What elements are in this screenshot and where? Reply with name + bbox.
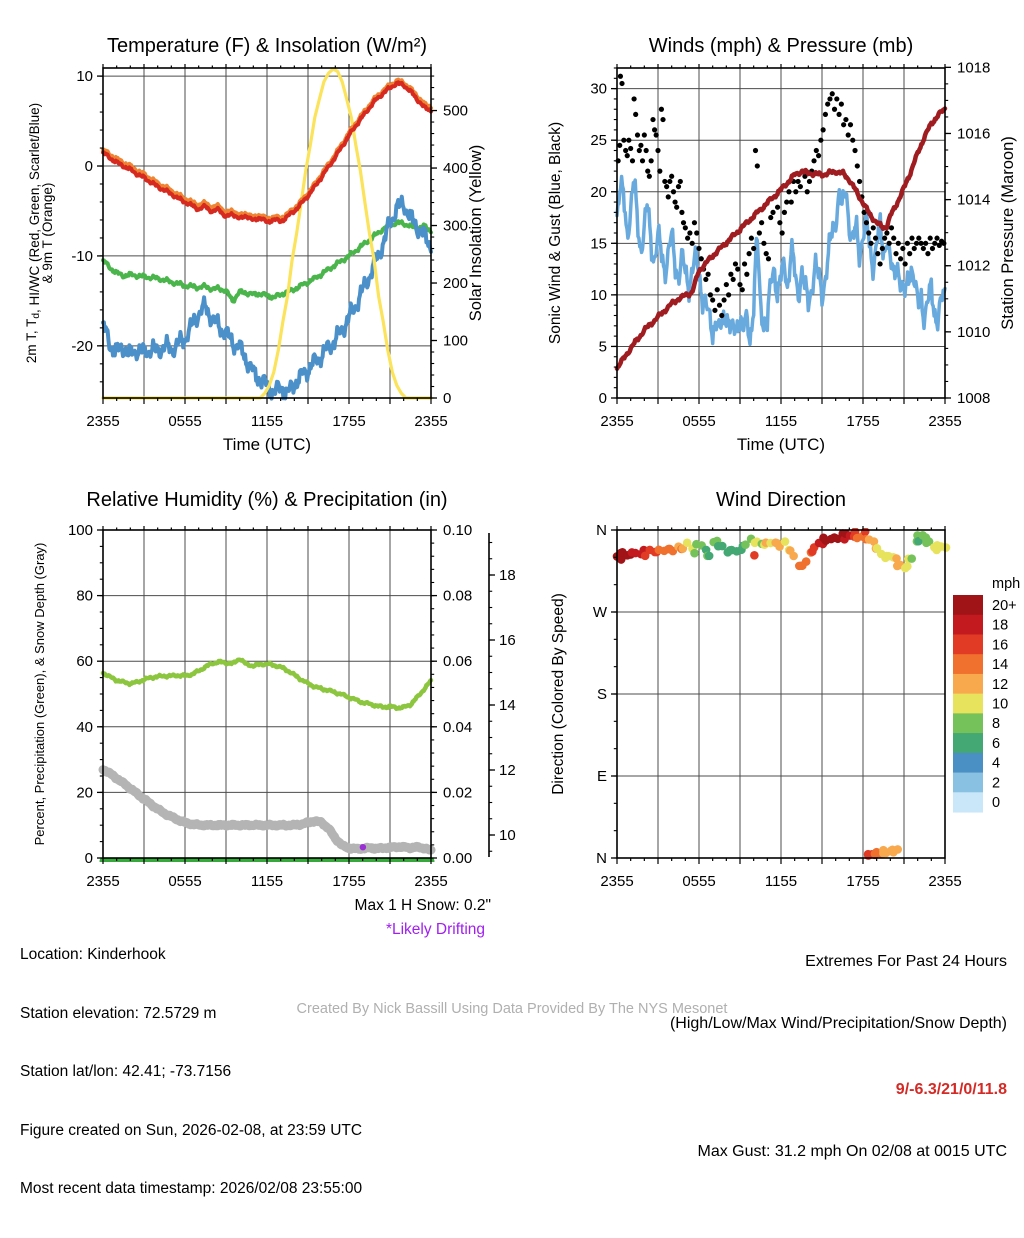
svg-text:100: 100 xyxy=(443,332,469,350)
svg-text:0.06: 0.06 xyxy=(443,653,473,671)
svg-text:N: N xyxy=(596,850,607,867)
svg-text:1155: 1155 xyxy=(250,413,284,430)
svg-text:1755: 1755 xyxy=(846,873,880,890)
svg-text:16: 16 xyxy=(499,632,516,649)
svg-text:2355: 2355 xyxy=(928,413,962,430)
wind-speed-colorbar xyxy=(953,576,1020,813)
svg-text:0555: 0555 xyxy=(682,873,716,890)
svg-text:18: 18 xyxy=(499,567,516,584)
svg-text:400: 400 xyxy=(443,160,469,178)
svg-text:1155: 1155 xyxy=(764,413,798,430)
svg-text:1755: 1755 xyxy=(332,413,366,430)
svg-text:1018: 1018 xyxy=(957,59,991,77)
svg-text:20: 20 xyxy=(590,183,607,201)
svg-text:0: 0 xyxy=(84,850,93,867)
created-line: Figure created on Sun, 2026-02-08, at 23:59 UTC xyxy=(20,1121,363,1139)
temperature-insolation-chart xyxy=(24,35,485,454)
svg-text:10: 10 xyxy=(992,696,1009,713)
svg-text:0: 0 xyxy=(443,390,452,407)
svg-text:-20: -20 xyxy=(71,337,93,355)
svg-text:Time (UTC): Time (UTC) xyxy=(222,435,312,454)
timestamp-line: Most recent data timestamp: 2026/02/08 23:55:00 xyxy=(20,1180,363,1197)
svg-text:5: 5 xyxy=(598,338,607,356)
svg-text:2: 2 xyxy=(992,775,1001,792)
svg-text:2355: 2355 xyxy=(600,873,634,890)
svg-text:0.10: 0.10 xyxy=(443,522,473,539)
svg-text:16: 16 xyxy=(992,637,1009,654)
svg-text:0: 0 xyxy=(84,158,93,176)
temperature-insolation-chart-title: Temperature (F) & Insolation (W/m²) xyxy=(106,35,428,57)
svg-text:Station Pressure (Maroon): Station Pressure (Maroon) xyxy=(999,136,1017,330)
svg-text:1155: 1155 xyxy=(250,873,284,890)
svg-text:0555: 0555 xyxy=(682,413,716,430)
svg-text:-10: -10 xyxy=(71,247,93,265)
svg-text:2355: 2355 xyxy=(86,873,120,890)
winds-pressure-chart-title: Winds (mph) & Pressure (mb) xyxy=(648,35,914,57)
svg-text:2m T, Td, HI/WC (Red, Green, S: 2m T, $T_d$, HI/WC (Red, Green, Scarlet/Blue) xyxy=(24,102,42,364)
svg-text:10: 10 xyxy=(590,286,607,304)
svg-text:4: 4 xyxy=(992,755,1001,772)
svg-text:10: 10 xyxy=(499,827,516,844)
svg-text:6: 6 xyxy=(992,735,1001,752)
series-snow-drift-marker xyxy=(360,844,366,850)
svg-text:1016: 1016 xyxy=(957,125,991,143)
svg-text:0: 0 xyxy=(992,795,1001,812)
extremes-values: 9/-6.3/21/0/11.8 xyxy=(895,1081,1007,1098)
svg-text:500: 500 xyxy=(443,102,469,120)
wind-direction-chart xyxy=(550,489,1020,890)
svg-text:200: 200 xyxy=(443,275,469,293)
svg-text:0555: 0555 xyxy=(168,873,202,890)
svg-text:0555: 0555 xyxy=(168,413,202,430)
credit-line: Created By Nick Bassill Using Data Provided By The NYS Mesonet xyxy=(296,1001,728,1017)
svg-text:2355: 2355 xyxy=(928,873,962,890)
svg-text:Percent, Precipitation (Green): Percent, Precipitation (Green), & Snow Depth (Gray) xyxy=(32,542,47,846)
svg-text:W: W xyxy=(592,604,607,621)
likely-drifting-note: *Likely Drifting xyxy=(385,921,485,938)
svg-text:80: 80 xyxy=(76,587,93,605)
humidity-precip-chart xyxy=(32,489,516,890)
humidity-precip-chart-title: Relative Humidity (%) & Precipitation (in) xyxy=(86,489,448,511)
svg-text:14: 14 xyxy=(992,657,1009,674)
svg-text:1155: 1155 xyxy=(764,873,798,890)
svg-text:15: 15 xyxy=(590,235,607,253)
svg-text:30: 30 xyxy=(590,80,607,98)
svg-text:1755: 1755 xyxy=(846,413,880,430)
svg-text:Time (UTC): Time (UTC) xyxy=(736,435,826,454)
svg-text:Sonic Wind & Gust (Blue, Black: Sonic Wind & Gust (Blue, Black) xyxy=(547,121,564,345)
svg-text:1012: 1012 xyxy=(957,257,991,275)
svg-text:14: 14 xyxy=(499,697,516,714)
station-info-block xyxy=(20,906,362,1238)
svg-text:20+: 20+ xyxy=(992,597,1017,614)
svg-text:0.00: 0.00 xyxy=(443,850,473,867)
svg-text:8: 8 xyxy=(992,716,1001,733)
svg-text:12: 12 xyxy=(992,676,1009,693)
svg-text:0.02: 0.02 xyxy=(443,784,473,802)
extremes-block xyxy=(400,911,1007,1203)
svg-text:10: 10 xyxy=(76,68,93,86)
svg-text:2355: 2355 xyxy=(414,873,448,890)
winds-pressure-chart xyxy=(547,35,1017,454)
svg-text:2355: 2355 xyxy=(86,413,120,430)
svg-text:300: 300 xyxy=(443,217,469,235)
svg-text:12: 12 xyxy=(499,762,516,779)
location-line: Location: Kinderhook xyxy=(20,946,166,963)
elevation-line: Station elevation: 72.5729 m xyxy=(20,1004,217,1022)
max-snow-note: Max 1 H Snow: 0.2" xyxy=(354,897,491,914)
svg-text:0.04: 0.04 xyxy=(443,718,473,736)
svg-text:2355: 2355 xyxy=(414,413,448,430)
svg-text:100: 100 xyxy=(67,522,93,539)
wind-direction-chart-title: Wind Direction xyxy=(715,489,847,511)
svg-text:Direction (Colored By Speed): Direction (Colored By Speed) xyxy=(550,593,567,795)
svg-text:& 9m T (Orange): & 9m T (Orange) xyxy=(40,182,55,284)
extremes-subtitle: (High/Low/Max Wind/Precipitation/Snow Depth) xyxy=(669,1014,1007,1032)
svg-text:2355: 2355 xyxy=(600,413,634,430)
svg-text:1010: 1010 xyxy=(957,323,991,341)
svg-text:40: 40 xyxy=(76,718,93,736)
svg-text:60: 60 xyxy=(76,653,93,671)
latlon-line: Station lat/lon: 42.41; -73.7156 xyxy=(20,1063,232,1080)
svg-text:25: 25 xyxy=(590,132,607,150)
svg-text:E: E xyxy=(596,768,607,785)
extremes-title: Extremes For Past 24 Hours xyxy=(805,953,1007,970)
svg-text:Solar Insolation (Yellow): Solar Insolation (Yellow) xyxy=(467,144,485,322)
svg-text:1014: 1014 xyxy=(957,191,991,209)
svg-text:1008: 1008 xyxy=(957,390,991,407)
colorbar-units-label: mph xyxy=(992,576,1021,592)
svg-text:N: N xyxy=(596,522,607,539)
svg-text:1755: 1755 xyxy=(332,873,366,890)
svg-text:0: 0 xyxy=(598,390,607,407)
svg-text:S: S xyxy=(596,686,607,703)
max-gust-line: Max Gust: 31.2 mph On 02/08 at 0015 UTC xyxy=(697,1142,1007,1160)
svg-text:0.08: 0.08 xyxy=(443,587,473,605)
svg-text:18: 18 xyxy=(992,617,1009,634)
svg-text:20: 20 xyxy=(76,784,93,802)
